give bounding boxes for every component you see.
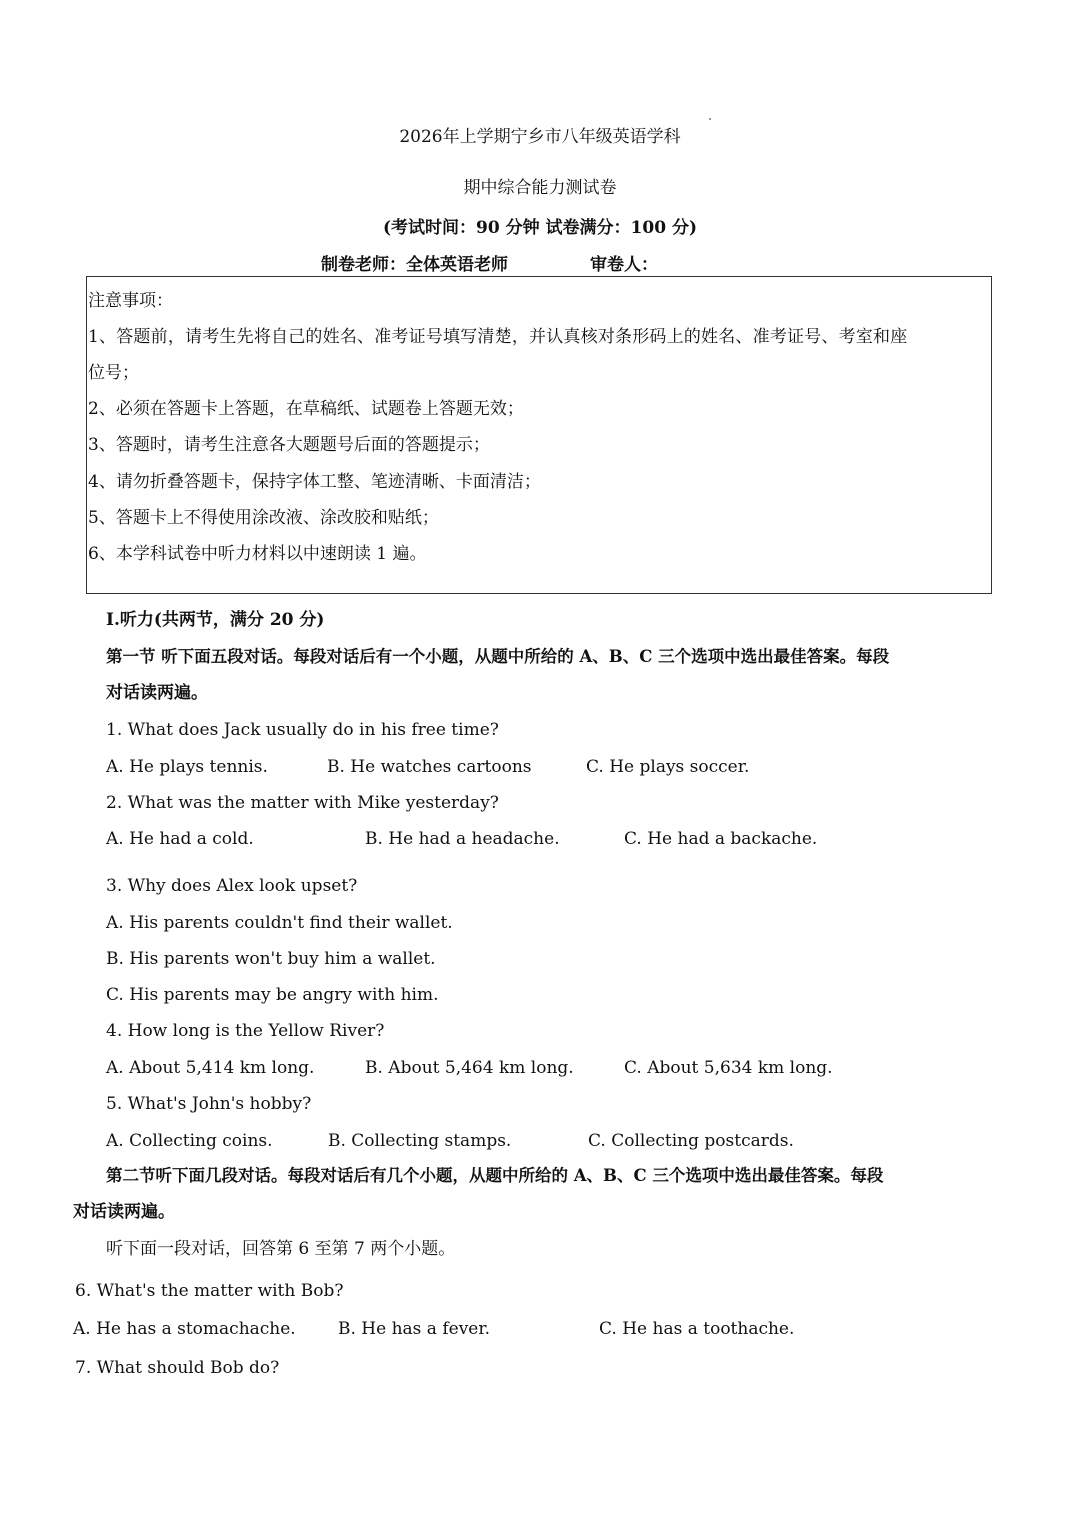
q6-option-c: C. He has a toothache.: [599, 1319, 795, 1339]
q6-option-a: A. He has a stomachache.: [73, 1319, 296, 1339]
notice-item-4: 4、请勿折叠答题卡，保持字体工整、笔迹清晰、卡面清洁；: [88, 472, 541, 492]
q2-option-a: A. He had a cold.: [106, 829, 254, 849]
part1-intro-cont: 对话读两遍。: [106, 683, 208, 703]
part2-intro-cont: 对话读两遍。: [73, 1202, 175, 1222]
paper-makers: 制卷老师：全体英语老师: [321, 255, 508, 275]
q5-option-b: B. Collecting stamps.: [328, 1131, 512, 1151]
paper-reviewer: 审卷人：: [590, 255, 658, 275]
part2-subheading: 听下面一段对话，回答第 6 至第 7 两个小题。: [106, 1239, 456, 1259]
q1-option-b: B. He watches cartoons: [327, 757, 532, 777]
question-5: 5. What's John's hobby?: [106, 1094, 312, 1114]
exam-info: (考试时间：90 分钟 试卷满分：100 分): [383, 218, 697, 238]
q4-option-b: B. About 5,464 km long.: [365, 1058, 574, 1078]
notice-item-1: 1、答题前，请考生先将自己的姓名、准考证号填写清楚，并认真核对条形码上的姓名、准考证号、考室和座: [88, 327, 908, 347]
notice-item-5: 5、答题卡上不得使用涂改液、涂改胶和贴纸；: [88, 508, 439, 528]
question-1: 1. What does Jack usually do in his free time?: [106, 720, 499, 740]
notice-heading: 注意事项：: [88, 291, 173, 311]
question-6: 6. What's the matter with Bob?: [75, 1281, 344, 1301]
notice-item-3: 3、答题时，请考生注意各大题题号后面的答题提示；: [88, 435, 490, 455]
part2-intro: 第二节听下面几段对话。每段对话后有几个小题，从题中所给的 A、B、C 三个选项中选出最佳答案。每段: [106, 1166, 884, 1185]
q6-option-b: B. He has a fever.: [338, 1319, 491, 1339]
part1-intro: 第一节 听下面五段对话。每段对话后有一个小题，从题中所给的 A、B、C 三个选项中选出最佳答案。每段: [106, 647, 890, 666]
q5-option-a: A. Collecting coins.: [106, 1131, 273, 1151]
q4-option-a: A. About 5,414 km long.: [106, 1058, 315, 1078]
q3-option-b: B. His parents won't buy him a wallet.: [106, 949, 436, 969]
q4-option-c: C. About 5,634 km long.: [624, 1058, 833, 1078]
question-7: 7. What should Bob do?: [75, 1358, 280, 1378]
q1-option-c: C. He plays soccer.: [586, 757, 750, 777]
exam-subtitle: 期中综合能力测试卷: [463, 178, 617, 198]
exam-title: 2026年上学期宁乡市八年级英语学科: [399, 127, 681, 147]
scan-dot: [709, 118, 711, 120]
question-4: 4. How long is the Yellow River?: [106, 1021, 385, 1041]
question-2: 2. What was the matter with Mike yesterday?: [106, 793, 499, 813]
q5-option-c: C. Collecting postcards.: [588, 1131, 794, 1151]
section-title: I.听力(共两节，满分 20 分): [106, 610, 325, 630]
q1-option-a: A. He plays tennis.: [106, 757, 268, 777]
notice-item-1-cont: 位号；: [88, 363, 139, 383]
notice-item-6: 6、本学科试卷中听力材料以中速朗读 1 遍。: [88, 544, 427, 564]
q2-option-b: B. He had a headache.: [365, 829, 560, 849]
notice-item-2: 2、必须在答题卡上答题，在草稿纸、试题卷上答题无效；: [88, 399, 524, 419]
q3-option-a: A. His parents couldn't find their wallet.: [106, 913, 453, 933]
q2-option-c: C. He had a backache.: [624, 829, 818, 849]
q3-option-c: C. His parents may be angry with him.: [106, 985, 439, 1005]
question-3: 3. Why does Alex look upset?: [106, 876, 358, 896]
